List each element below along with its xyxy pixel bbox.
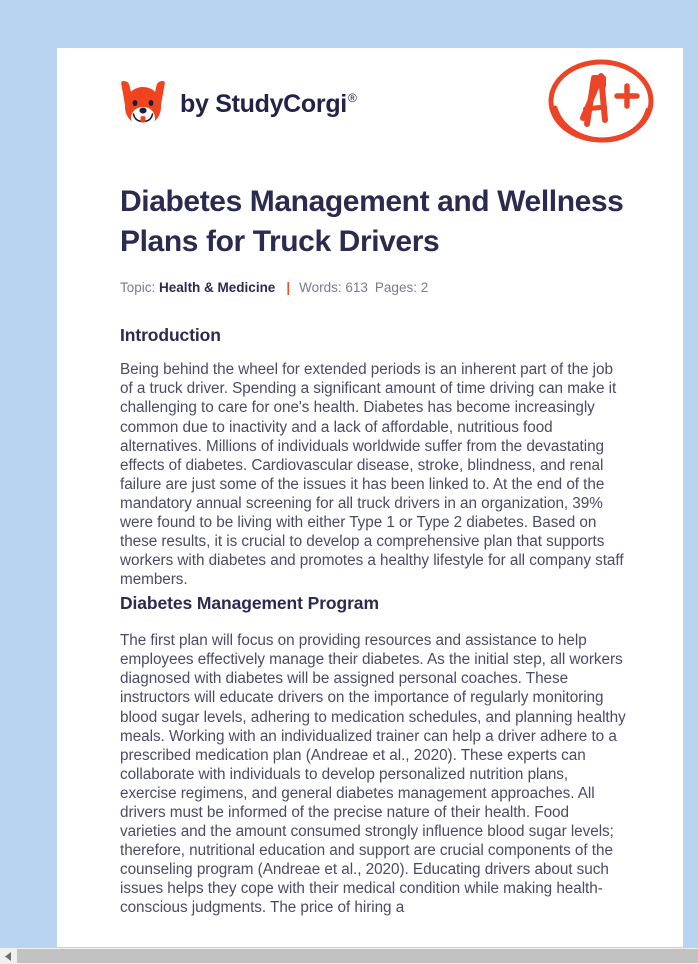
studycorgi-brand[interactable] xyxy=(120,79,357,129)
page-title: Diabetes Management and Wellness Plans for Truck Drivers xyxy=(120,185,624,258)
document-body xyxy=(57,182,683,918)
meta-separator: | xyxy=(286,280,291,295)
meta-words-value: 613 xyxy=(345,280,368,295)
meta-words-label: Words: xyxy=(299,280,342,295)
registered-mark: ® xyxy=(347,91,357,106)
meta-topic-label: Topic: xyxy=(120,280,156,295)
section-heading-diabetes-management-program: Diabetes Management Program xyxy=(120,593,379,614)
meta-pages-value: 2 xyxy=(420,280,429,295)
corgi-icon xyxy=(120,79,166,129)
brand-name: StudyCorgi xyxy=(215,89,347,118)
scrollbar-track[interactable] xyxy=(17,948,698,964)
horizontal-scrollbar[interactable] xyxy=(0,947,698,964)
meta-topic-value[interactable]: Health & Medicine xyxy=(159,280,276,295)
document-page xyxy=(57,48,683,947)
document-header xyxy=(57,48,683,160)
section-paragraph-diabetes-management-program: The first plan will focus on providing resources and assistance to help employees effectively manage their diabetes. As the initial step, all workers diagnosed with diabetes will be assigned personal coaches. These instructors will educate drivers on the importance of regularly monitoring blood sugar levels, adhering to medication schedules, and planning healthy meals. Working with an individualized trainer can help a driver adhere to a prescribed medication plan (Andreae et al., 2020). These experts can collaborate with individuals to develop personalized nutrition plans, exercise regimens, and general diabetes management approaches. All drivers must be informed of the precise nature of their health. Food varieties and the amount consumed strongly influence blood sugar levels; therefore, nutritional education and support are crucial components of the counseling program (Andreae et al., 2020). Educating drivers about such issues helps they cope with their medical condition while making health-conscious judgments. The price of hiring a xyxy=(120,632,626,917)
scrollbar-thumb[interactable] xyxy=(17,949,698,963)
triangle-left-icon[interactable] xyxy=(0,948,17,964)
meta-pages-label: Pages: xyxy=(374,280,417,295)
section-heading-introduction: Introduction xyxy=(120,324,221,345)
section-paragraph-introduction: Being behind the wheel for extended periods is an inherent part of the job of a truck driver. Spending a significant amount of time driving can make it challenging to care for one's health. Diabetes has become increasingly common due to inactivity and a lack of affordable, nutritious food alternatives. Millions of individuals worldwide suffer from the devastating effects of diabetes. Cardiovascular disease, stroke, blindness, and renal failure are just some of the issues it has been linked to. At the end of the mandatory annual screening for all truck drivers in an organization, 39% were found to be living with either Type 1 or Type 2 diabetes. Based on these results, it is crucial to develop a comprehensive plan that supports workers with diabetes and promotes a healthy lifestyle for all company staff members. xyxy=(120,361,624,589)
brand-prefix: by xyxy=(180,89,216,118)
a-plus-grade-icon xyxy=(547,56,655,150)
brand-wordmark xyxy=(180,89,357,118)
document-meta xyxy=(120,281,628,295)
